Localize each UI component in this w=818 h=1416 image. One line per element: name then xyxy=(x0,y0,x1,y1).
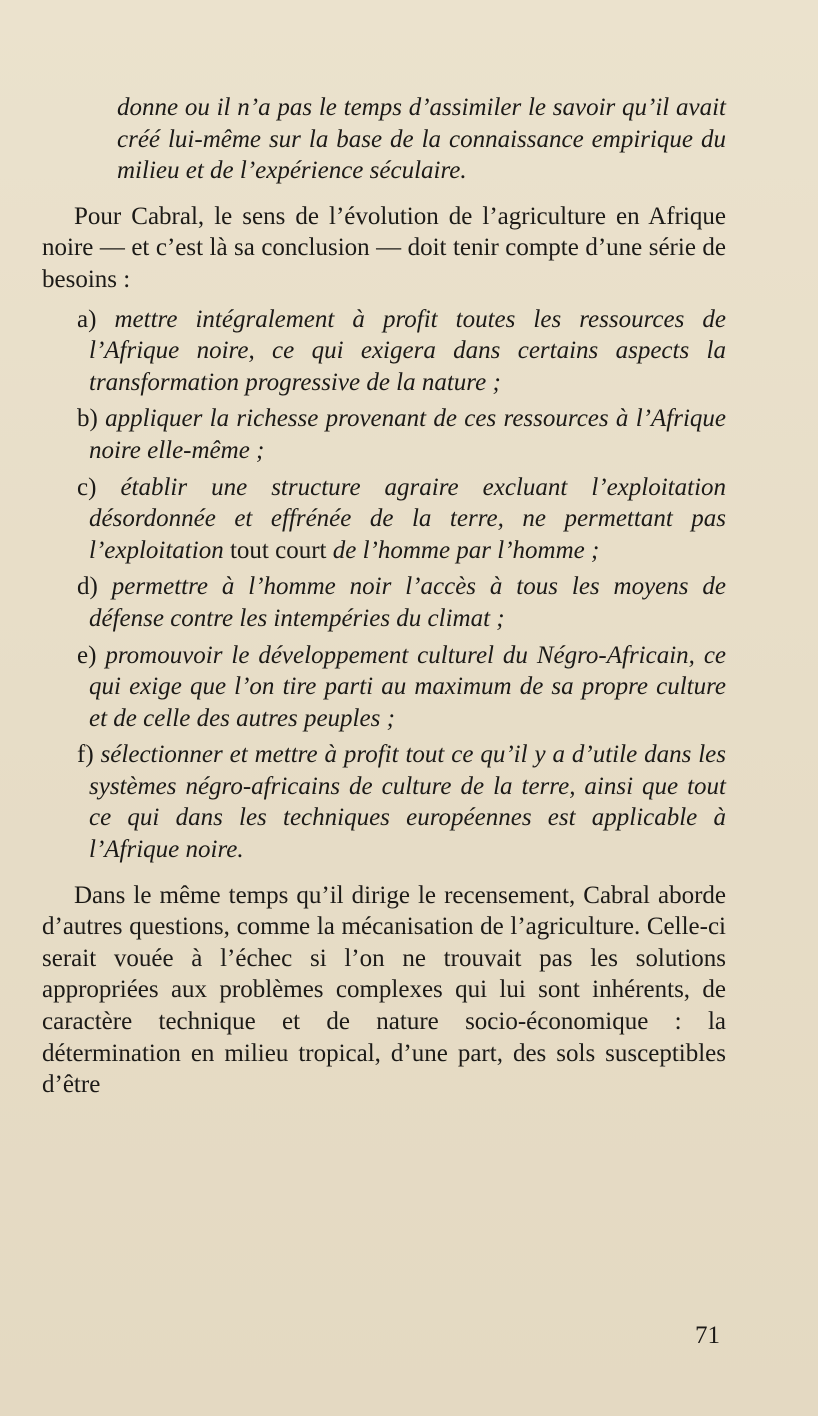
item-text: mettre intégralement à profit toutes les ressources de l’Afrique noire, ce qui exigera dans certains aspects la transformation progressive de la nature ; xyxy=(89,305,726,396)
list-item-b xyxy=(42,403,726,466)
item-label: b) xyxy=(77,405,98,433)
item-label: c) xyxy=(77,473,97,501)
item-text: permettre à l’homme noir l’accès à tous les moyens de défense contre les intempéries du climat ; xyxy=(89,573,726,632)
item-label: a) xyxy=(77,305,97,333)
item-text: établir une structure agraire excluant l’exploitation désordonnée et effrénée de la terre, ne permettant pas l’exploitation xyxy=(89,473,727,564)
item-text: de l’homme par l’homme ; xyxy=(332,536,600,564)
list-item-e xyxy=(42,640,726,735)
item-text: promouvoir le développement culturel du Négro-Africain, ce qui exige que l’on tire parti au maximum de sa propre culture et de celle des autres peuples ; xyxy=(89,641,727,732)
list-item-f xyxy=(42,739,726,865)
item-text: appliquer la richesse provenant de ces ressources à l’Afrique noire elle-même ; xyxy=(89,405,726,464)
item-label: e) xyxy=(77,641,97,669)
quote-paragraph: donne ou il n’a pas le temps d’assimiler le savoir qu’il avait créé lui-même sur la base de la connaissance empirique du milieu et de l’expérience séculaire. xyxy=(117,94,726,185)
text-column xyxy=(42,92,726,1101)
list-item-d xyxy=(42,571,726,634)
list-item-a xyxy=(42,304,726,399)
closing-paragraph: Dans le même temps qu’il dirige le recensement, Cabral aborde d’autres questions, comme la mécanisation de l’agriculture. Celle-ci serait vouée à l’échec si l’on ne trouvait pas les solutions appropriées aux problèmes complexes qui lui sont inhérents, de caractère technique et de nature socio-économique : la détermination en milieu tropical, d’une part, des sols susceptibles d’être xyxy=(42,881,726,1099)
list-item-c xyxy=(42,472,726,567)
item-label: f) xyxy=(77,741,94,769)
item-text: sélectionner et mettre à profit tout ce qu’il y a d’utile dans les systèmes négro-africains de culture de la terre, ainsi que tout ce qui dans les techniques européennes est applicable à l’Afrique noire. xyxy=(89,741,726,864)
item-text-roman: tout court xyxy=(223,536,333,564)
intro-paragraph: Pour Cabral, le sens de l’évolution de l’agriculture en Afrique noire — et c’est là sa conclusion — doit tenir compte d’une série de besoins : xyxy=(42,202,726,293)
page-number: 71 xyxy=(695,1322,720,1349)
item-label: d) xyxy=(77,573,98,601)
